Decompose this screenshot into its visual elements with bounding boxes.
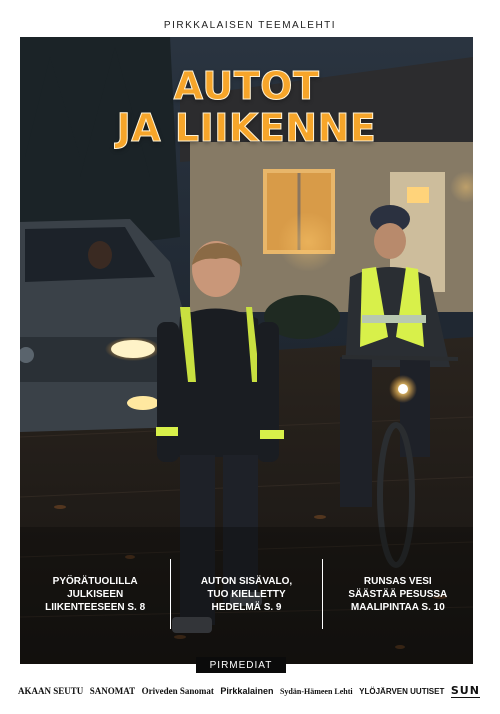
teaser-row [20,559,473,629]
newspaper-logos [18,683,480,699]
paper-logo-akaan-seutu: AKAAN SEUTU [18,686,84,696]
paper-logo-oriveden-sanomat: Oriveden Sanomat [141,686,214,696]
headline-line-1: AUTOT [173,64,320,108]
paper-logo-ylojarven-uutiset: YLÖJÄRVEN UUTISET [359,686,445,696]
paper-logo-sanomat: SANOMAT [89,686,136,696]
teaser-car-wash[interactable]: RUNSAS VESI SÄÄSTÄÄ PESUSSA MAALIPINTAA S. 10 [348,575,448,613]
teaser-interior-light[interactable]: AUTON SISÄVALO, TUO KIELLETTY HEDELMÄ S. 9 [200,575,293,613]
cover-headline [20,65,473,149]
supertitle: PIRKKALAISEN TEEMALEHTI [163,20,337,31]
cover-image [20,37,473,664]
publisher-logo: PIRMEDIAT [196,657,286,673]
paper-logo-sydan-hameen-lehti: Sydän-Hämeen Lehti [279,686,353,696]
paper-logo-pirkkalainen: Pirkkalainen [220,686,274,696]
headline-line-2: JA LIIKENNE [116,106,377,150]
paper-logo-sun: SUN [450,684,480,697]
teaser-wheelchair-transit[interactable]: PYÖRÄTUOLILLA JULKISEEN LIIKENTEESEEN S. 8 [45,575,146,613]
